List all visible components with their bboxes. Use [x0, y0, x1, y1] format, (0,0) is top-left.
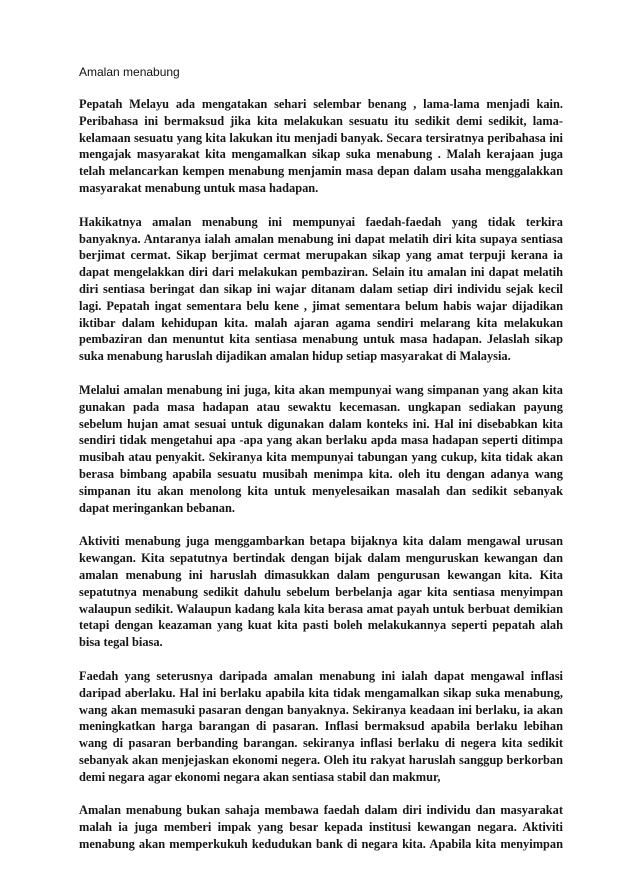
text-line: telah melancarkan kempen menabung menjamin masa depan dalam usaha menggalakkan [79, 164, 563, 179]
text-line: bisa tegal biasa. [79, 635, 163, 650]
text-line: gunakan pada masa hadapan atau sewaktu kecemasan. ungkapan sediakan payung [79, 399, 563, 414]
text-line: sepatutnya menabung sedikit dahulu sebelum berbelanja agar kita sentiasa menyimpan [79, 584, 563, 599]
paragraph [79, 668, 563, 786]
text-line: amalan menabung ini haruslah dimasukkan dalam pengurusan kewangan kita. Kita [79, 567, 563, 582]
paragraph [79, 96, 563, 197]
text-line: sebelum hujan amat sesuai untuk digunakan dalam konteks ini. Hal ini disebabkan kita [79, 416, 563, 431]
text-line: dapat mengelakkan diri dari melakukan pembaziran. Selain itu amalan ini dapat melatih [79, 265, 563, 280]
text-line: malah ia juga memberi impak yang besar kepada institusi kewangan negara. Aktiviti [79, 820, 563, 835]
document-title: Amalan menabung [79, 65, 180, 79]
text-line: wang di pasaran berbanding barangan. sekiranya inflasi berlaku di negera kita sedikit [79, 736, 563, 751]
text-line: sebanyak akan menjejaskan ekonomi negera. Oleh itu rakyat haruslah sanggup berkorban [79, 752, 563, 767]
document-body [79, 96, 563, 870]
text-line: Hakikatnya amalan menabung ini mempunyai faedah-faedah yang tidak terkira [79, 214, 563, 229]
text-line: iktibar dalam kehidupan kita. malah ajaran agama sendiri melarang kita melakukan [79, 315, 563, 330]
text-line: mengajak masyarakat kita mengamalkan sikap suka menabung . Malah kerajaan juga [79, 147, 563, 162]
text-line: diri sentiasa beringat dan sikap ini wajar ditanam dalam setiap diri individu sejak kecil [79, 281, 563, 296]
text-line: berasa bimbang apabila sesuatu musibah menimpa kita. oleh itu dengan adanya wang [79, 466, 563, 481]
paragraph [79, 382, 563, 516]
text-line: Peribahasa ini bermaksud jika kita melakukan sesuatu itu sedikit demi sedikit, lama- [79, 113, 563, 128]
text-line: wang akan memasuki pasaran dengan banyaknya. Sekiranya keadaan ini berlaku, ia akan [79, 702, 563, 717]
text-line: simpanan itu akan menolong kita untuk menyelesaikan masalah dan sedikit sebanyak [79, 483, 563, 498]
text-line: pembaziran dan menuntut kita sentiasa menabung untuk masa hadapan. Jelaslah sikap [79, 332, 563, 347]
text-line: berjimat cermat. Sikap berjimat cermat merupakan sikap yang amat terpuji kerana ia [79, 248, 563, 263]
text-line: dapat meringankan bebanan. [79, 500, 235, 515]
text-line: suka menabung haruslah dijadikan amalan hidup setiap masyarakat di Malaysia. [79, 349, 511, 364]
text-line: meningkatkan harga barangan di pasaran. Inflasi bermaksud apabila berlaku lebihan [79, 719, 563, 734]
text-line: masyarakat menabung untuk masa hadapan. [79, 180, 319, 195]
text-line: sendiri tidak mengetahui apa -apa yang akan berlaku apda masa hadapan seperti ditimpa [79, 433, 563, 448]
text-line: tetapi dengan keazaman yang kuat kita pasti boleh melakukannya seperti pepatah alah [79, 618, 563, 633]
paragraph [79, 802, 563, 852]
text-line: lagi. Pepatah ingat sementara belu kene , jimat sementara belum habis wajar dijadikan [79, 298, 563, 313]
paragraph [79, 533, 563, 651]
text-line: menabung akan memperkukuh kedudukan bank di negara kita. Apabila kita menyimpan [79, 837, 563, 852]
text-line: banyaknya. Antaranya ialah amalan menabung ini dapat melatih diri kita supaya sentiasa [79, 231, 563, 246]
text-line: Pepatah Melayu ada mengatakan sehari selembar benang , lama-lama menjadi kain. [79, 97, 563, 111]
text-line: Aktiviti menabung juga menggambarkan betapa bijaknya kita dalam mengawal urusan [79, 534, 563, 549]
text-line: Faedah yang seterusnya daripada amalan menabung ini ialah dapat mengawal inflasi [79, 668, 563, 683]
text-line: demi negara agar ekonomi negara akan sentiasa stabil dan makmur, [79, 769, 441, 784]
text-line: Amalan menabung bukan sahaja membawa faedah dalam diri individu dan masyarakat [79, 803, 563, 818]
text-line: daripad aberlaku. Hal ini berlaku apabila kita tidak mengamalkan sikap suka menabung, [79, 685, 563, 700]
text-line: kewangan. Kita sepatutnya bertindak dengan bijak dalam menguruskan kewangan dan [79, 551, 563, 566]
text-line: kelamaan sesuatu yang kita lakukan itu menjadi banyak. Secara tersiratnya peribahasa ini [79, 130, 563, 145]
text-line: Melalui amalan menabung ini juga, kita akan mempunyai wang simpanan yang akan kita [79, 382, 563, 397]
paragraph [79, 214, 563, 365]
text-line: musibah atau penyakit. Sekiranya kita mempunyai tabungan yang cukup, kita tidak akan [79, 450, 563, 465]
text-line: walaupun sedikit. Walaupun kadang kala kita berasa amat payah untuk berbuat demikian [79, 601, 563, 616]
